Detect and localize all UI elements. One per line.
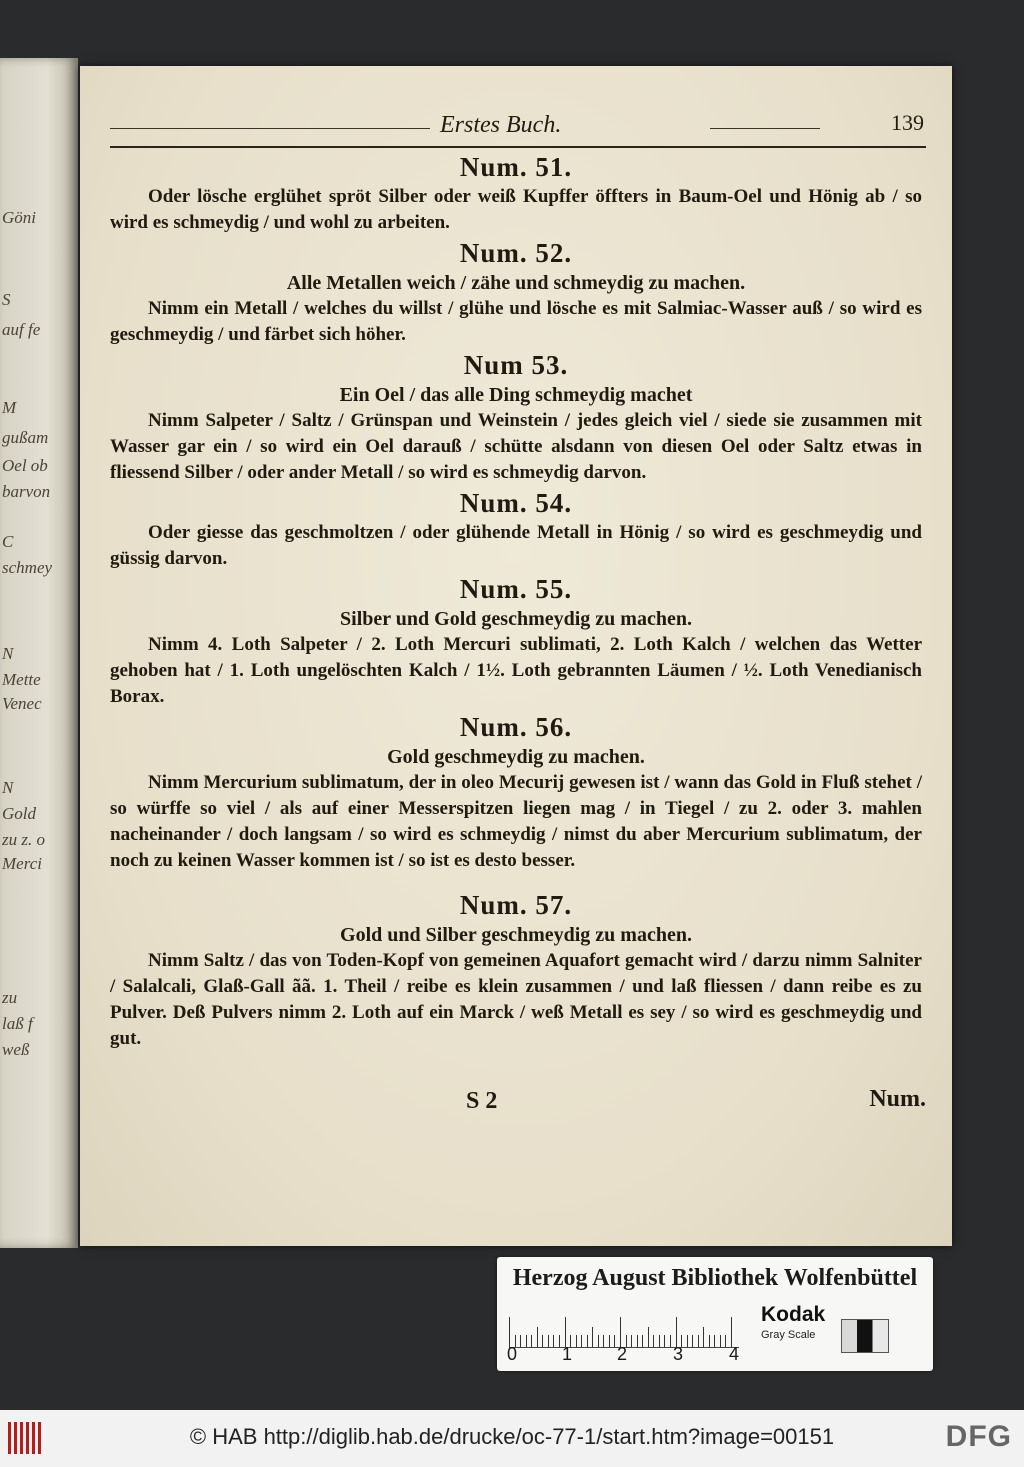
page-footer	[110, 1086, 926, 1126]
ruler-number: 3	[673, 1344, 684, 1364]
ruler-tick	[620, 1317, 621, 1347]
ruler-tick	[509, 1317, 510, 1347]
color-scale-card	[497, 1257, 933, 1371]
section-number: Num. 55.	[459, 574, 573, 604]
library-name: Herzog August Bibliothek Wolfenbüttel	[512, 1265, 918, 1291]
section-text: Nimm Saltz / das von Toden-Kopf von gemeinen Aquafort gemacht wird / darzu nimm Salniter / Salalcali, Glaß-Gall ãã. 1. Theil / reibe es klein zusammen / und laß fliessen / dann reibe es zu Pulver. Deß Pulvers nimm 2. Loth auf ein Marck / weß Metall es sey / so wird es geschmeydig und gut.	[110, 950, 922, 1049]
ruler-tick	[676, 1317, 677, 1347]
section-number: Num. 56.	[459, 712, 573, 742]
section-text: Nimm 4. Loth Salpeter / 2. Loth Mercuri sublimati, 2. Loth Kalch / welchen das Wetter gehoben hat / 1. Loth ungelöschten Kalch / 1½. Loth gebrannten Läumen / ½. Loth Venedianisch Borax.	[110, 634, 922, 707]
prev-page-fragment: Venec	[2, 694, 42, 713]
gray-scale-label: Gray Scale	[761, 1329, 816, 1341]
section-subtitle: Alle Metallen weich / zähe und schmeydig zu machen.	[286, 272, 746, 294]
header-rule	[110, 128, 430, 129]
section-subtitle: Silber und Gold geschmeydig zu machen.	[340, 608, 692, 630]
section-text: Nimm Salpeter / Saltz / Grünspan und Weinstein / jedes gleich viel / siede sie zusammen mit Wasser gar ein / so wird ein Oel darauß / schütte alsdann von diesen Oel oder Saltz etwas in fliessend Silber / oder ander Metall / so wird es schmeydig darvon.	[110, 410, 922, 483]
section-number: Num 53.	[463, 350, 569, 380]
previous-page-edge	[0, 58, 78, 1248]
dfg-logo: DFG	[945, 1420, 1012, 1453]
prev-page-fragment: weß	[2, 1040, 30, 1059]
prev-page-fragment: laß f	[2, 1014, 33, 1033]
ruler-number: 4	[729, 1344, 740, 1364]
header-underline	[110, 146, 926, 148]
section-text: Oder giesse das geschmoltzen / oder glühende Metall in Hönig / so wird es geschmeydig und güssig darvon.	[110, 522, 922, 569]
running-header	[110, 106, 926, 146]
ruler-scale	[509, 1311, 739, 1348]
prev-page-fragment: zu z. o	[2, 830, 45, 849]
section-text: Oder lösche erglühet spröt Silber oder weiß Kupffer öffters in Baum-Oel und Hönig ab / so wird es schmeydig / und wohl zu arbeiten.	[110, 186, 922, 233]
ruler-number: 0	[507, 1344, 518, 1364]
prev-page-fragment: Gold	[2, 804, 36, 823]
ruler-number: 2	[617, 1344, 628, 1364]
prev-page-fragment: Oel ob	[2, 456, 48, 475]
ruler-tick	[731, 1317, 732, 1347]
section-number: Num. 57.	[459, 890, 573, 920]
page-body	[110, 150, 922, 1052]
ruler-tick	[565, 1317, 566, 1347]
prev-page-fragment: barvon	[2, 482, 51, 501]
prev-page-fragment: N	[2, 644, 14, 663]
ruler-number: 1	[562, 1344, 573, 1364]
prev-page-fragment: schmey	[2, 558, 53, 577]
prev-page-fragment: Mette	[2, 670, 41, 689]
section-text: Nimm ein Metall / welches du willst / glühe und lösche es mit Salmiac-Wasser auß / so wird es geschmeydig / und färbet sich höher.	[110, 298, 922, 345]
kodak-logo: Kodak	[761, 1303, 826, 1326]
prev-page-fragment: zu	[2, 988, 18, 1007]
section-subtitle: Gold und Silber geschmeydig zu machen.	[340, 924, 692, 946]
spacer	[110, 874, 922, 888]
prev-page-fragment: S	[2, 290, 11, 309]
section-subtitle: Ein Oel / das alle Ding schmeydig machet	[339, 384, 693, 406]
prev-page-fragment: M	[2, 398, 17, 417]
prev-page-fragment: gußam	[2, 428, 49, 447]
catchword: Num.	[869, 1086, 926, 1112]
prev-page-fragment: C	[2, 532, 14, 551]
section-text: Nimm Mercurium sublimatum, der in oleo Mecurij gewesen ist / wann das Gold in Fluß stehet / so würffe so viel / als auf einer Messerspitzen liegen mag / in Tiegel / zu 2. oder 3. mahlen nacheinander / doch langsam / so wird es schmeydig / nimst du aber Mercurium sublimatum, der noch zu keinen Wasser kommen ist / so ist es desto besser.	[110, 772, 922, 871]
section-number: Num. 51.	[459, 152, 573, 182]
prev-page-fragment: auf fe	[2, 320, 41, 339]
prev-page-fragment: N	[2, 778, 14, 797]
section-subtitle: Gold geschmeydig zu machen.	[387, 746, 645, 768]
viewer-footer-bar	[0, 1410, 1024, 1467]
section-number: Num. 52.	[459, 238, 573, 268]
copyright-url[interactable]: © HAB http://diglib.hab.de/drucke/oc-77-1/start.htm?image=00151	[189, 1424, 835, 1449]
section-number: Num. 54.	[459, 488, 573, 518]
signature-mark: S 2	[466, 1088, 498, 1114]
book-page	[80, 66, 952, 1246]
prev-page-fragment: Merci	[2, 854, 42, 873]
page-number: 139	[891, 110, 924, 135]
header-rule	[710, 128, 820, 129]
prev-page-fragment: Göni	[2, 208, 36, 227]
ruler-numbers	[509, 1344, 769, 1366]
running-title: Erstes Buch.	[440, 112, 562, 138]
gray-patch	[841, 1319, 889, 1353]
